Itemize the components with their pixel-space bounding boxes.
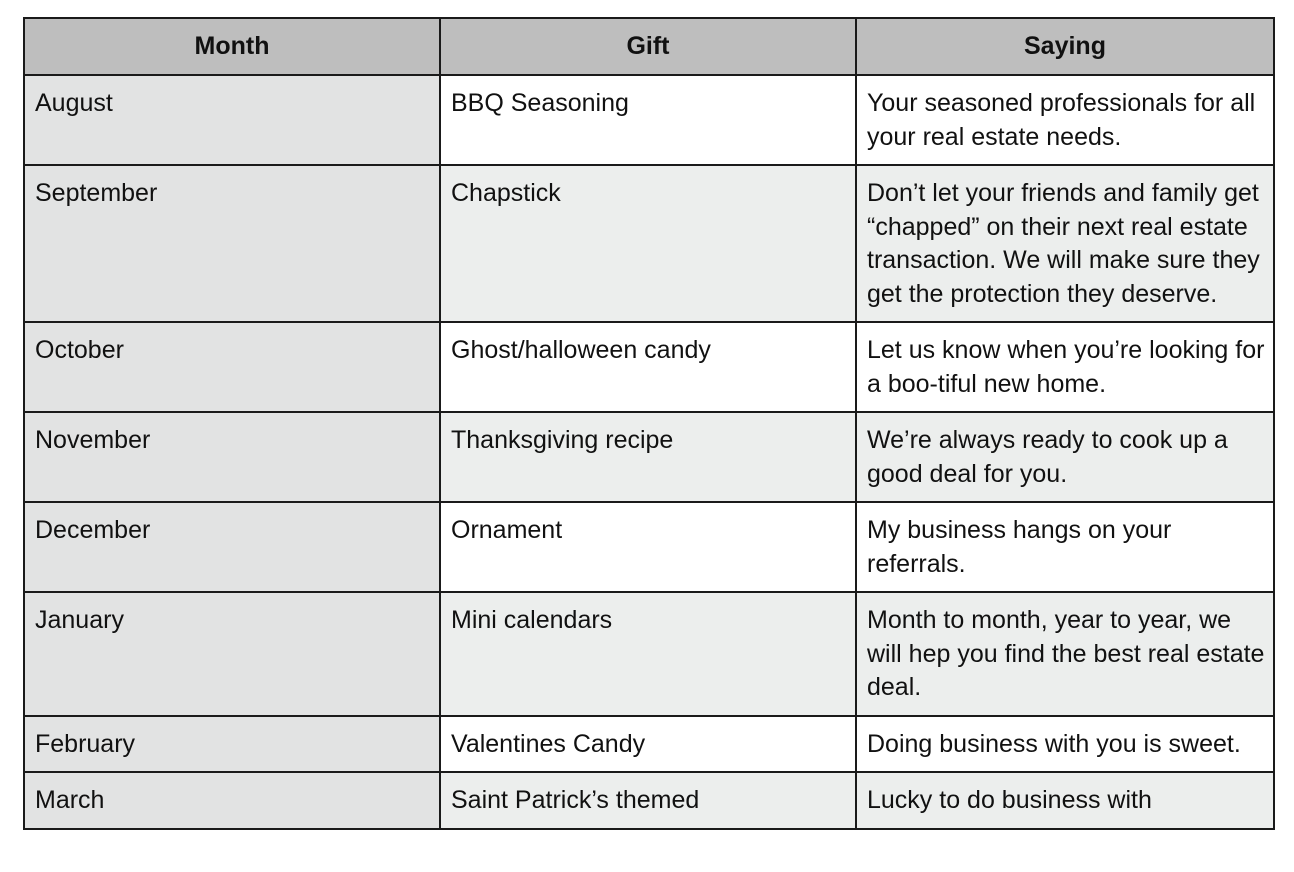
saying-cell: Your seasoned professionals for all your real estate needs. (856, 75, 1274, 165)
saying-cell: Month to month, year to year, we will hep you find the best real estate deal. (856, 592, 1274, 716)
gift-cell: Chapstick (440, 165, 856, 322)
table-row (24, 716, 1274, 773)
table-row (24, 412, 1274, 502)
column-header-gift: Gift (440, 18, 856, 75)
month-cell: January (24, 592, 440, 716)
column-header-month: Month (24, 18, 440, 75)
column-header-saying: Saying (856, 18, 1274, 75)
table-row (24, 592, 1274, 716)
gift-cell: Saint Patrick’s themed (440, 772, 856, 829)
saying-cell: We’re always ready to cook up a good deal for you. (856, 412, 1274, 502)
saying-cell: My business hangs on your referrals. (856, 502, 1274, 592)
gift-calendar-table (23, 17, 1275, 830)
month-cell: August (24, 75, 440, 165)
gift-cell: Ghost/halloween candy (440, 322, 856, 412)
gift-cell: Ornament (440, 502, 856, 592)
gift-cell: Thanksgiving recipe (440, 412, 856, 502)
month-cell: November (24, 412, 440, 502)
month-cell: October (24, 322, 440, 412)
saying-cell: Doing business with you is sweet. (856, 716, 1274, 773)
table-row (24, 772, 1274, 829)
saying-cell: Lucky to do business with (856, 772, 1274, 829)
table-row (24, 165, 1274, 322)
gift-cell: Mini calendars (440, 592, 856, 716)
month-cell: March (24, 772, 440, 829)
month-cell: September (24, 165, 440, 322)
month-cell: February (24, 716, 440, 773)
saying-cell: Don’t let your friends and family get “chapped” on their next real estate transaction. We will make sure they get the protection they deserve. (856, 165, 1274, 322)
gift-cell: BBQ Seasoning (440, 75, 856, 165)
gift-calendar-table-wrapper (23, 17, 1273, 830)
table-row (24, 322, 1274, 412)
gift-cell: Valentines Candy (440, 716, 856, 773)
table-row (24, 75, 1274, 165)
table-header-row (24, 18, 1274, 75)
saying-cell: Let us know when you’re looking for a boo-tiful new home. (856, 322, 1274, 412)
month-cell: December (24, 502, 440, 592)
table-row (24, 502, 1274, 592)
